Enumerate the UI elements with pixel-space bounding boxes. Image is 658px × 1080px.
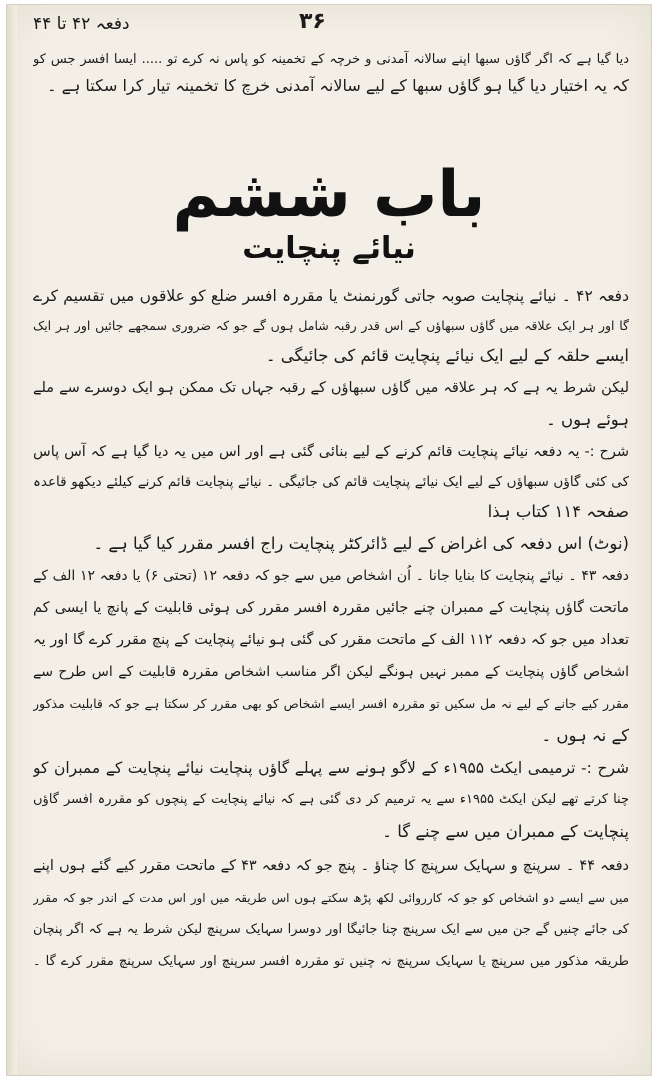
commentary-line: کی کئی گاؤں سبھاؤں کے لیے ایک نیائے پنچایت قائم کی جائیگی ۔ نیائے پنچایت قائم کرنے کیلئے دیکھو قاعدہ [33, 474, 629, 490]
text-line: ایسے حلقہ کے لیے ایک نیائے پنچایت قائم کی جائیگی ۔ [265, 346, 629, 365]
text-line: کے نہ ہوں ۔ [541, 726, 629, 745]
text-line: مقرر کیے جانے کے لیے نہ مل سکیں تو مقررہ افسر ایسے اشخاص کو بھی مقرر کر سکتا ہے جو کہ قابلیت مذکور [33, 696, 629, 711]
note-line: (نوٹ) اس دفعہ کی اغراض کے لیے ڈائرکٹر پنچایت راج افسر مقرر کیا گیا ہے ۔ [93, 534, 629, 553]
commentary-line: شرح :- ترمیمی ایکٹ ۱۹۵۵ء کے لاگو ہونے سے پہلے گاؤں پنچایت نیائے پنچایت کے ممبران کو [33, 759, 629, 777]
chapter-title: باب ششم [172, 158, 486, 232]
text-line: دیا گیا ہے کہ اگر گاؤں سبھا اپنے سالانہ آمدنی و خرچہ کے تخمینہ کو پاس نہ کرے تو ..... ایسا افسر جس کو [33, 52, 629, 67]
text-line: کہ یہ اختیار دیا گیا ہو گاؤں سبھا کے لیے سالانہ آمدنی خرچ کا تخمینہ تیار کرا سکتا ہے ۔ [47, 76, 629, 95]
page-number: ۳۶ [299, 9, 326, 34]
text-line: ہوئے ہوں ۔ [546, 410, 629, 429]
commentary-line: شرح :- یہ دفعہ نیائے پنچایت قائم کرنے کے لیے بنائی گئی ہے اور اس میں یہ دیا گیا ہے کہ آس پاس [33, 444, 629, 460]
chapter-subtitle: نیائے پنچایت [242, 231, 416, 266]
commentary-line: چنا کرتے تھے لیکن ایکٹ ۱۹۵۵ء سے یہ ترمیم کر دی گئی ہے کہ نیائے پنچایت کے پنچوں کو مقررہ افسر گاؤں [33, 792, 629, 807]
section-42-heading: دفعہ ۴۲ ۔ نیائے پنچایت صوبہ جاتی گورنمنٹ یا مقررہ افسر ضلع کو علاقوں میں تقسیم کرے [33, 287, 629, 305]
text-line: لیکن شرط یہ ہے کہ ہر علاقہ میں گاؤں سبھاؤں کے رقبہ جہاں تک ممکن ہو ایک دوسرے سے ملے [33, 380, 629, 396]
section-43-heading: دفعہ ۴۳ ۔ نیائے پنچایت کا بنایا جانا ۔ اُن اشخاص میں سے جو کہ دفعہ ۱۲ (تحتی ۶) یا دفعہ ۱۲ الف کے [33, 568, 629, 584]
text-line: اشخاص گاؤں پنچایت کے ممبر نہیں ہونگے لیکن اگر مناسب اشخاص مقررہ قابلیت کے اس طرح سے [33, 664, 629, 680]
commentary-line: صفحہ ۱۱۴ کتاب ہذا [487, 502, 629, 521]
text-line: گا اور ہر ایک علاقہ میں گاؤں سبھاؤں کے اس قدر رقبہ شامل ہوں گے جو کہ ضروری سمجھے جائیں اور ہر ایک [33, 318, 629, 333]
section-44-heading: دفعہ ۴۴ ۔ سرپنچ و سہایک سرپنچ کا چناؤ ۔ پنچ جو کہ دفعہ ۴۳ کے ماتحت مقرر کیے گئے ہوں اپنے [33, 858, 629, 874]
running-header: دفعہ ۴۲ تا ۴۴ [33, 14, 130, 34]
text-line: ماتحت گاؤں پنچایت کے ممبران چنے جائیں مقررہ افسر مقرر کی ہوئی قابلیت کے پانچ یا ایسی کم [33, 600, 629, 616]
text-line: میں سے ایسے دو اشخاص کو جو کہ کارروائی لکھ پڑھ سکتے ہوں اس طریقہ میں اور اس مدت کے اندر جو کہ مقرر [33, 891, 629, 905]
commentary-line: پنچایت کے ممبران میں سے چنے گا ۔ [382, 822, 629, 841]
text-line: طریقہ مذکور میں سرپنچ یا سہایک سرپنچ نہ چنیں تو مقررہ افسر سرپنچ اور سہایک سرپنچ مقرر کرے گا ۔ [33, 954, 629, 969]
book-page [6, 4, 652, 1076]
text-line: تعداد میں جو کہ دفعہ ۱۱۲ الف کے ماتحت مقرر کی گئی ہو نیائے پنچایت کے پنچ مقرر کرے گا اور یہ [33, 632, 629, 648]
text-line: کی جائے چنیں گے جن میں سے ایک سرپنچ چنا جائیگا اور دوسرا سہایک سرپنچ لیکن شرط یہ ہے کہ اگر پنچان [33, 922, 629, 937]
